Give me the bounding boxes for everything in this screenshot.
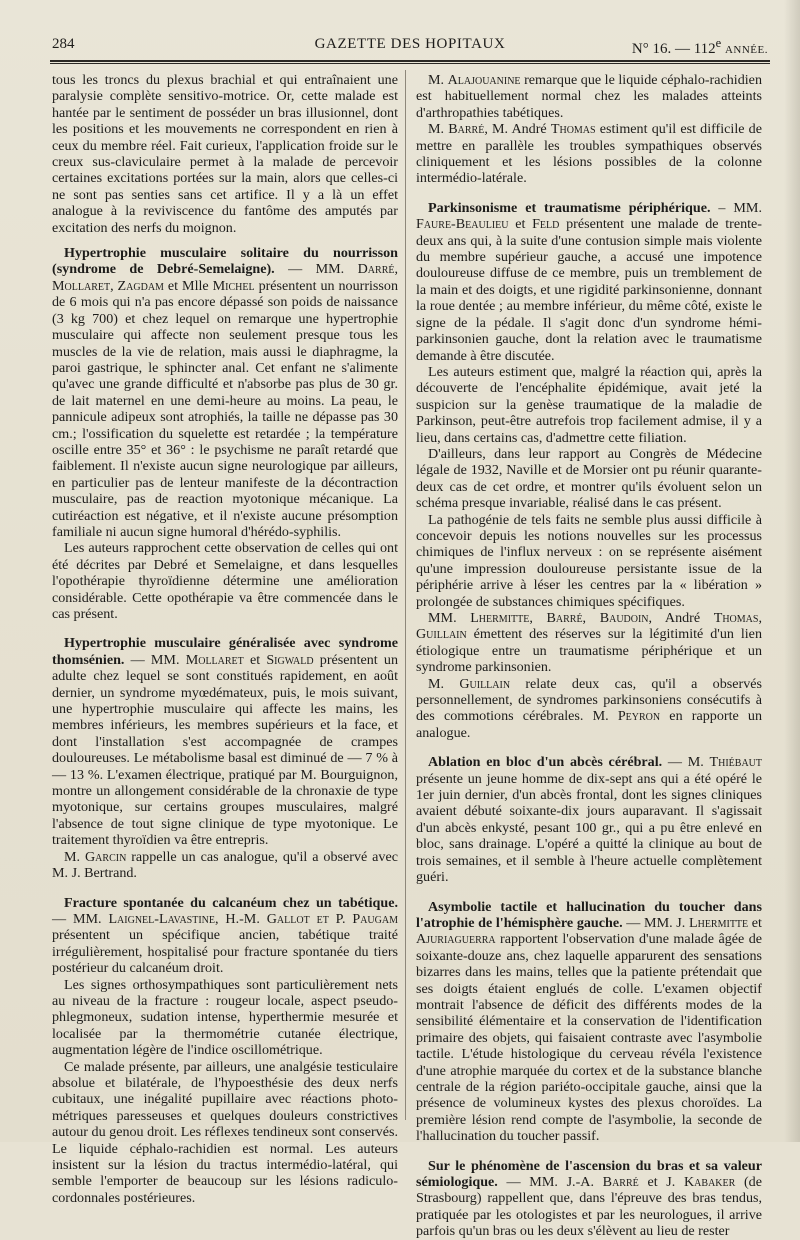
section-title: Parkinsonisme et traumatisme périphérique.: [428, 199, 711, 216]
section-authors: Ajuriaguerra: [416, 931, 496, 948]
paragraph-text: remarque que le liquide céphalo-rachidien est habituellement normal chez les malades atteints d'arthropathies tabétiques.: [416, 72, 762, 121]
section-title: Sur le phénomène de l'ascension du bras et sa valeur sémiologique.: [416, 1157, 762, 1190]
paragraph-text: La pathogénie de tels faits ne semble plus aussi difficile à concevoir depuis les notions nouvelles sur les processus chimiques de l'influx nerveux : on se représente aisément qu'une impression douloureuse persistante issue de la périphérie arrive à léser les centres par la « libération » prolongée de substances chimiques spécifiques.: [416, 511, 762, 610]
body-paragraph: [416, 610, 762, 676]
authors-connector: et Mlle: [163, 277, 213, 294]
header-rule: [50, 60, 770, 64]
body-paragraph: [52, 1059, 398, 1207]
paragraph-text: présentent un adulte chez lequel se sont constitués rapidement, en août dernier, un syndrome myœdémateux, puis, le mois suivant, une hypertrophie musculaire qui affecte les mains, les membres inférieurs, les membres supérieurs et la face, et dont l'installation s'est accompagnée de crampes douloureuses. Le métabolisme basal est diminué de — 7 % à — 13 %. L'examen électrique, pratiqué par M. Bourguignon, montre un allongement considérable de la chronaxie de type myotonique, sur certains groupes musculaires, malgré l'absence de tout signe clinique de type myotonique. Le traitement thyroïdien va être entrepris.: [52, 651, 398, 849]
section-title: Fracture spontanée du calcanéum chez un tabétique.: [64, 894, 398, 911]
section-title: Hypertrophie musculaire solitaire du nourrisson (syndrome de Debré-Semelaigne).: [52, 245, 398, 278]
paragraph-text: présentent une malade de trente-deux ans qui, à la suite d'une contusion simple mais violente du membre supérieur gauche, a accusé une impotence douloureuse diffuse de ce membre, puis un tremblement de la main et des doigts, et une rigidité parkinsonienne, donnant la roue dentée ; au membre inférieur, du même côté, existe le signe de la pédale. Il s'agit donc d'un syndrome hémi-parkinsonien gauche, dont la relation avec le traumatisme demande à être discutée.: [416, 216, 762, 364]
paragraph-text: Les auteurs estiment que, malgré la réaction qui, après la découverte de l'encéphalite épidémique, avait jeté la suspicion sur la genèse traumatique de la maladie de Parkinson, peut-être autrefois trop facilement admise, il y a lieu, dans certains cas, d'admettre cette filiation.: [416, 363, 762, 446]
page-header: [52, 34, 768, 58]
issue-year-label: ANNÉE.: [724, 44, 768, 56]
authors-connector: et: [748, 914, 762, 931]
authors-connector: , H.-M.: [215, 910, 267, 927]
section-title: Hypertrophie musculaire généralisée avec syndrome thomsénien.: [52, 635, 398, 668]
continued-paragraph: [52, 72, 398, 236]
body-paragraph: [416, 446, 762, 512]
authors-lead: — MM. J.-A.: [497, 1174, 603, 1190]
body-paragraph: [416, 512, 762, 610]
paragraph-text: D'ailleurs, dans leur rapport au Congrès de Médecine légale de 1932, Naville et de Morsier ont pu réunir quarante-deux cas de cet ordre, et montrer qu'ils évoluent selon un schéma presque invariable, réalisé dans le cas présent.: [416, 445, 762, 512]
authors-connector: et: [508, 216, 533, 233]
section-authors: Michel: [212, 277, 255, 294]
paragraph-text: présentent un spécifique ancien, tabétique traité irrégulièrement, hospitalisé pour fracture spontanée du tiers postérieur du calcanéum droit.: [52, 927, 398, 977]
author-name: Alajouanine: [447, 72, 521, 88]
section-authors: Thiébaut: [709, 754, 762, 771]
issue-number-sup: e: [715, 36, 722, 50]
issue-number: N° 16. — 112: [631, 41, 716, 57]
paragraph-text: en rapporte un analogue.: [416, 708, 762, 741]
section-authors: Kabaker: [684, 1174, 736, 1190]
authors-connector: et: [243, 651, 267, 668]
author-lead: M.: [428, 72, 448, 88]
column-divider: [405, 70, 406, 1120]
section-paragraph: [52, 245, 398, 540]
paragraph-text: Les signes orthosympathiques sont particulièrement nets au niveau de la fracture : rougeur locale, aspect pseudo-phlegmoneux, sudation intense, hyperthermie mesurée et localisée par la thermométrie cutanée électrique, augmentation légère de l'indice oscillométrique.: [52, 976, 398, 1059]
author-name: Barré: [448, 121, 485, 138]
author-name: Peyron: [617, 708, 661, 725]
authors-lead: — MM.: [124, 651, 186, 668]
section-authors: Faure-Beaulieu: [416, 216, 509, 233]
paragraph-text: relate deux cas, qu'il a observés personnellement, de syndromes parkinsoniens consécutifs à des commotions cérébrales. M.: [416, 675, 762, 725]
paragraph-text: Les auteurs rapprochent cette observation de celles qui ont été décrites par Debré et Semelaigne, et dans lesquelles l'opothérapie thyroïdienne détermine une amélioration considérable. Cette opothérapie va être commencée dans le cas présent.: [52, 540, 398, 622]
section-authors: Darré, Mollaret, Zagdam: [52, 261, 398, 294]
left-column: [52, 72, 398, 1206]
paragraph-text: estiment qu'il est difficile de mettre en parallèle les troubles sympathiques observés cliniquement et les lésions possibles de la colonne intermédio-latérale.: [416, 121, 762, 187]
section-paragraph: [416, 754, 762, 885]
paragraph-text: tous les troncs du plexus brachial et qui entraînaient une paralysie complète sensitivo-motrice. Or, cette malade est hantée par le sentiment de posséder un bras illusionnel, dont les positions et les mouvements ne correspondent en rien à ceux du membre réel. Fait curieux, l'application froide sur le creux sus-claviculaire permet à la malade de percevoir certaines excitations portées sur la main, alors que celles-ci ne sont pas senties sans cet artifice. Il y a là un effet analogue à la reviviscence du fantôme des amputés par excitation des nerfs du moignon.: [52, 72, 398, 236]
paragraph-text: rappelle un cas analogue, qu'il a observé avec M. J. Bertrand.: [52, 848, 398, 882]
author-lead: M.: [428, 675, 460, 692]
author-name: Guillain: [459, 675, 511, 692]
author-lead: M.: [428, 121, 449, 138]
section-authors: Lhermitte: [688, 914, 749, 931]
paragraph-text: (de Strasbourg) rappellent que, dans l'épreuve des bras tendus, pratiquée par les otologistes et par les neurologues, il arrive parfois qu'un bras ou les deux s'élèvent au lieu de rester: [416, 1174, 762, 1240]
section-paragraph: [416, 1158, 762, 1240]
body-paragraph: [52, 849, 398, 882]
section-authors: Feld: [532, 216, 560, 233]
body-paragraph: [416, 72, 762, 121]
right-column: [416, 72, 762, 1240]
paragraph-text: présentent un nourrisson de 6 mois qui n'a pas encore dépassé son poids de naissance (3 kg 700) et chez lequel on remarque une hypertrophie musculaire qui affecte non seulement presque tous les muscles de la vie de relation, mais aussi le diaphragme, la paroi gastrique, le sphincter anal. Cet enfant ne s'alimente qu'avec une grande difficulté et n'absorbe pas plus de 30 gr. de lait maternel en une demi-heure au moins. La peau, le pannicule adipeux sont atrophiés, la taille ne dépasse pas 30 cm.; l'ossification du squelette est retardée ; la température oscille entre 35° et 36° : le psychisme ne paraît retardé que faiblement. Il n'existe aucun signe neurologique par ailleurs, en particulier pas de lenteur manifeste de la décontraction musculaire, pas de reaction myotonique mécanique. La cutiréaction est négative, et il n'existe aucune présomption familiale ni aucun signe humoral d'hérédo-syphilis.: [52, 277, 398, 540]
section-paragraph: [416, 899, 762, 1145]
author-name: Thomas: [550, 121, 596, 138]
authors-lead: — MM. J.: [622, 914, 689, 931]
author-connector: , André: [648, 610, 714, 626]
paragraph-text: rapportent l'observation d'une malade âgée de soixante-douze ans, chez laquelle apparurent des sensations bizarres dans les mains, telles que la patiente prétendait que ses doigts étaient englués de colle. L'examen objectif montrait l'absence de déficit des différents modes de la sensibilité élémentaire et la conservation de l'identification primaire des objets, qui faisaient contraste avec l'asymbolie tactile. L'étude histologique du cerveau révéla l'existence d'une atrophie marquée du cortex et de la substance blanche centrale de la région pariéto-occipitale gauche, ainsi que la présence de volumineux kystes des plexus choroïdes. La première lésion rend compte de l'asymbolie, la seconde de l'hallucination du toucher passif.: [416, 931, 762, 1145]
section-title: Ablation en bloc d'un abcès cérébral.: [428, 754, 663, 771]
issue-info: [632, 36, 768, 58]
authors-connector: et J.: [638, 1174, 684, 1190]
author-lead: MM.: [428, 610, 471, 626]
author-name: Lhermitte, Barré, Baudoin: [470, 610, 649, 626]
authors-lead: — M.: [662, 754, 710, 771]
section-authors: Barré: [602, 1174, 639, 1190]
body-paragraph: [52, 540, 398, 622]
paragraph-text: présente un jeune homme de dix-sept ans qui a été opéré le 1er juin dernier, d'un abcès frontal, dont les signes cliniques avaient débuté soixante-dix jours auparavant. Il s'agissait d'un abcès enkysté, pesant 100 gr., qui a pu être enlevé en bloc, sans drainage. L'opéré a quitté la clinique au bout de trois semaines, et il semble à l'heure actuelle complètement guéri.: [416, 770, 762, 886]
author-connector: , M. André: [484, 121, 551, 138]
author-name: Garcin: [85, 848, 127, 865]
body-paragraph: [52, 977, 398, 1059]
page-edge-shadow: [784, 0, 800, 1142]
paragraph-text: Ce malade présente, par ailleurs, une analgésie testiculaire absolue et bilatérale, de l'hypoesthésie des deux nerfs cubitaux, une inégalité pupillaire avec réactions photo-métriques paresseuses et quelques douleurs constrictives autour du genou droit. Les réflexes tendineux sont conservés. Le liquide céphalo-rachidien est normal. Les auteurs insistent sur la lésion du tractus intermédio-latéral, qui semble l'emporter de beaucoup sur les lésions radiculo-cordonnales postérieures.: [52, 1058, 398, 1206]
author-lead: M.: [64, 848, 85, 865]
section-authors: Sigwald: [266, 651, 314, 668]
section-authors: Laignel-Lavastine: [108, 910, 215, 927]
section-paragraph: [52, 635, 398, 848]
paragraph-text: émettent des réserves sur la légitimité d'un lien étiologique entre un traumatisme périphérique et un syndrome parkinsonien.: [416, 626, 762, 676]
body-paragraph: [416, 364, 762, 446]
section-authors: Mollaret: [185, 651, 244, 668]
body-paragraph: [416, 121, 762, 187]
authors-lead: — MM.: [52, 910, 109, 927]
page-number: 284: [52, 36, 75, 52]
section-paragraph: [52, 895, 398, 977]
author-name: Thomas, Guillain: [416, 610, 762, 643]
section-authors: Gallot et P. Paugam: [266, 910, 398, 927]
journal-title: GAZETTE DES HOPITAUX: [314, 36, 506, 52]
authors-lead: – MM.: [710, 199, 762, 216]
section-paragraph: [416, 200, 762, 364]
section-title: Asymbolie tactile et hallucination du toucher dans l'atrophie de l'hémisphère gauche.: [416, 898, 762, 931]
body-paragraph: [416, 676, 762, 742]
authors-lead: — MM.: [274, 261, 358, 278]
